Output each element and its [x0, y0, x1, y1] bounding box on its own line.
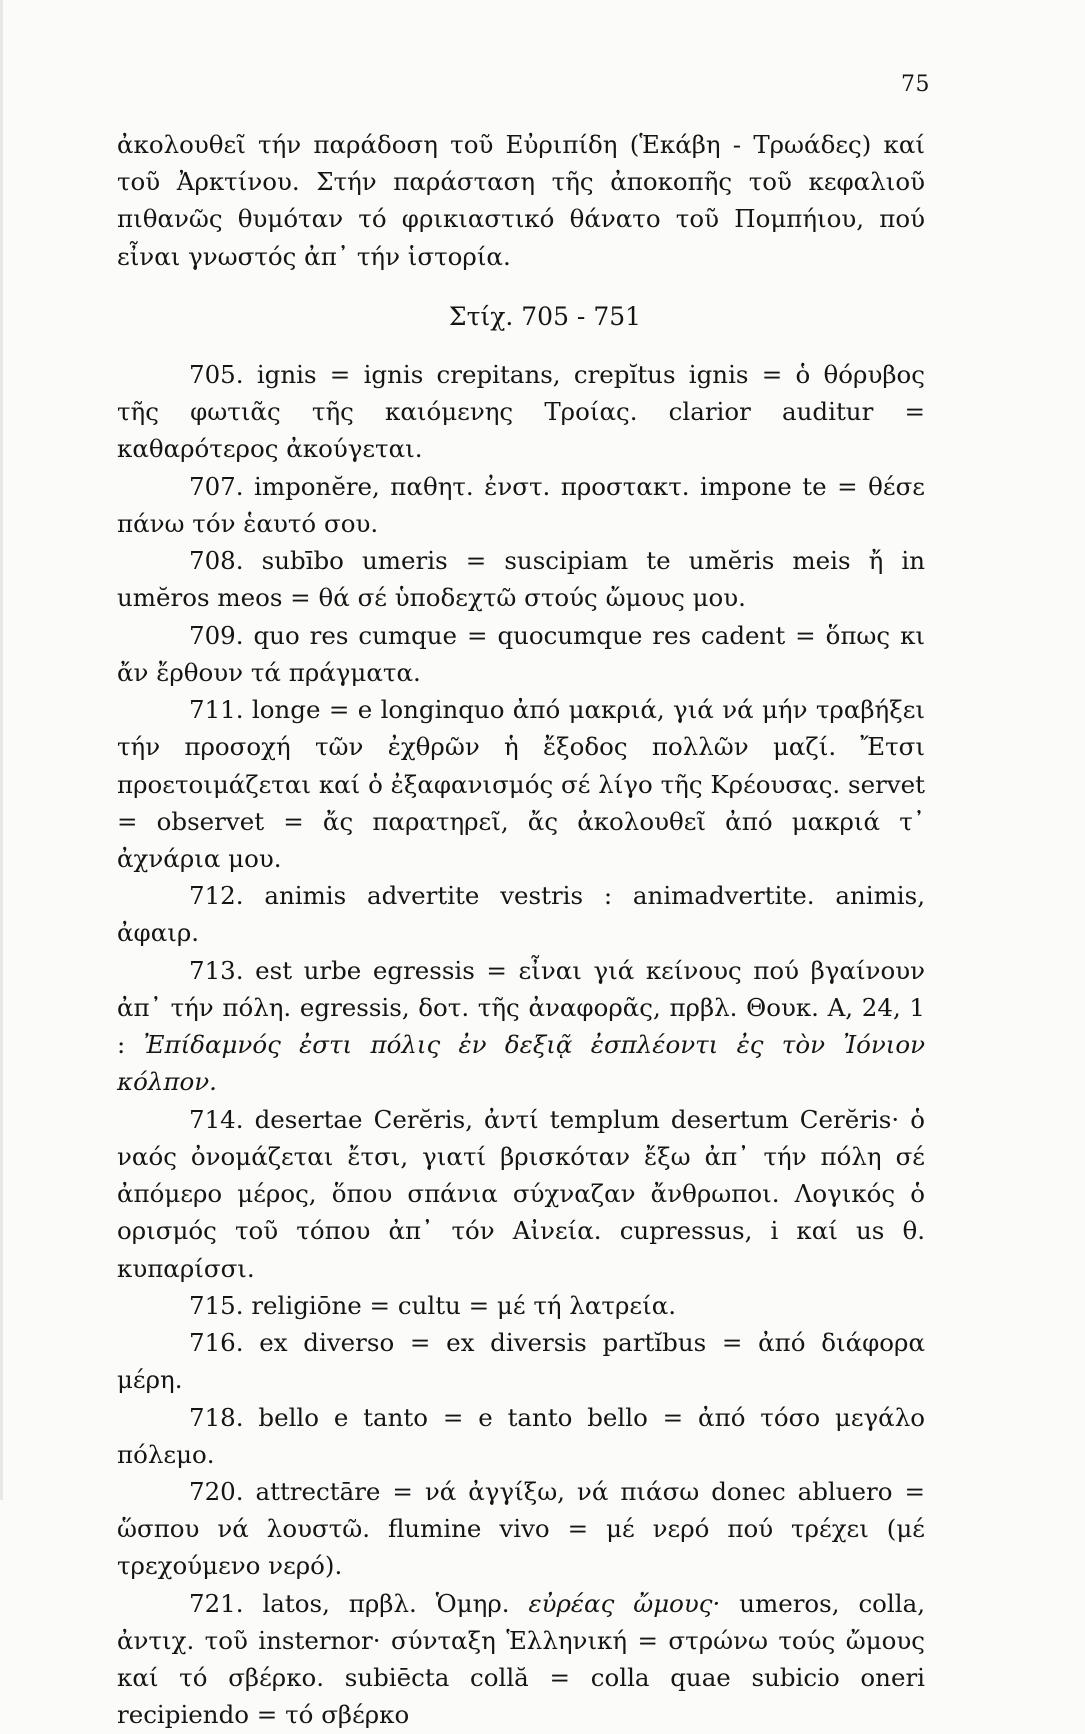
- body-text: [117, 126, 925, 1734]
- note-711: 711. longe = e longinquo ἀπό μακριά, γιά νά μήν τραβήξει τήν προσοχή τῶν ἐχθρῶν ἡ ἔξοδος πολλῶν μαζί. Ἔτσι προετοιμάζεται καί ὁ ἐξαφανισμός σέ λίγο τῆς Κρέουσας. servet = observet = ἄς παρατηρεῖ, ἄς ἀκολουθεῖ ἀπό μακριά τ᾽ ἀχνάρια μου.: [117, 695, 925, 873]
- note-718: 718. bello e tanto = e tanto bello = ἀπό τόσο μεγάλο πόλεμο.: [117, 1402, 925, 1469]
- note-712: 712. animis advertite vestris : animadvertite. animis, ἀφαιρ.: [117, 881, 925, 948]
- note-721-quote: εὐρέας ὤμους·: [528, 1588, 721, 1618]
- note-720: 720. attrectāre = νά ἀγγίξω, νά πιάσω donec abluero = ὥσπου νά λουστῶ. flumine vivo = μέ νερό πού τρέχει (μέ τρεχούμενο νερό).: [117, 1476, 925, 1581]
- note-721-text-cont: umeros, colla, ἀντιχ. τοῦ insternor· σύνταξη Ἑλληνική = στρώνω τούς ὤμους καί τό σβέρκο. subiēcta collă = colla quae subicio oneri recipiendo = τό σβέρκο: [117, 1588, 926, 1730]
- note-713-quote: Ἐπίδαμνός ἐστι πόλις ἐν δεξιᾷ ἐσπλέοντι ἐς τὸν Ἰόνιον κόλπον.: [117, 1030, 925, 1097]
- note-713: [117, 952, 925, 1101]
- note-716: 716. ex diverso = ex diversis partĭbus = ἀπό διάφορα μέρη.: [117, 1328, 925, 1395]
- section-heading: Στίχ. 705 - 751: [448, 301, 642, 331]
- note-705: 705. ignis = ignis crepitans, crepĭtus ignis = ὁ θόρυβος τῆς φωτιᾶς τῆς καιόμενης Τροίας. clarior auditur = καθαρότερος ἀκούγεται.: [117, 359, 925, 464]
- page-number: 75: [901, 72, 930, 97]
- intro-paragraph: ἀκολουθεῖ τήν παράδοση τοῦ Εὐριπίδη (Ἑκάβη - Τρωάδες) καί τοῦ Ἀρκτίνου. Στήν παράσταση τῆς ἀποκοπῆς τοῦ κεφαλιοῦ πιθανῶς θυμόταν τό φρικιαστικό θάνατο τοῦ Πομπήιου, πού εἶναι γνωστός ἀπ᾽ τήν ἱστορία.: [117, 130, 925, 271]
- note-721: [117, 1585, 925, 1734]
- note-713-text: 713. est urbe egressis = εἶναι γιά κείνους πού βγαίνουν ἀπ᾽ τήν πόλη. egressis, δοτ. τῆς ἀναφορᾶς, πρβλ. Θουκ. Α, 24, 1 :: [117, 955, 925, 1060]
- note-721-text: 721. latos, πρβλ. Ὁμηρ.: [189, 1588, 529, 1618]
- note-707: 707. imponĕre, παθητ. ἐνστ. προστακτ. impone te = θέσε πάνω τόν ἑαυτό σου.: [117, 471, 925, 538]
- note-709: 709. quo res cumque = quocumque res cadent = ὅπως κι ἄν ἔρθουν τά πράγματα.: [117, 620, 925, 687]
- note-714: 714. desertae Cerĕris, ἀντί templum desertum Cerĕris· ὁ ναός ὀνομάζεται ἔτσι, γιατί βρισκόταν ἔξω ἀπ᾽ τήν πόλη σέ ἀπόμερο μέρος, ὅπου σπάνια σύχναζαν ἄνθρωποι. Λογικός ὁ ορισμός τοῦ τόπου ἀπ᾽ τόν Αἰνεία. cupressus, i καί us θ. κυπαρίσσι.: [117, 1104, 925, 1283]
- note-708: 708. subībo umeris = suscipiam te umĕris meis ἤ in umĕros meos = θά σέ ὑποδεχτῶ στούς ὤμους μου.: [117, 546, 925, 613]
- note-715: 715. religiōne = cultu = μέ τή λατρεία.: [189, 1290, 677, 1320]
